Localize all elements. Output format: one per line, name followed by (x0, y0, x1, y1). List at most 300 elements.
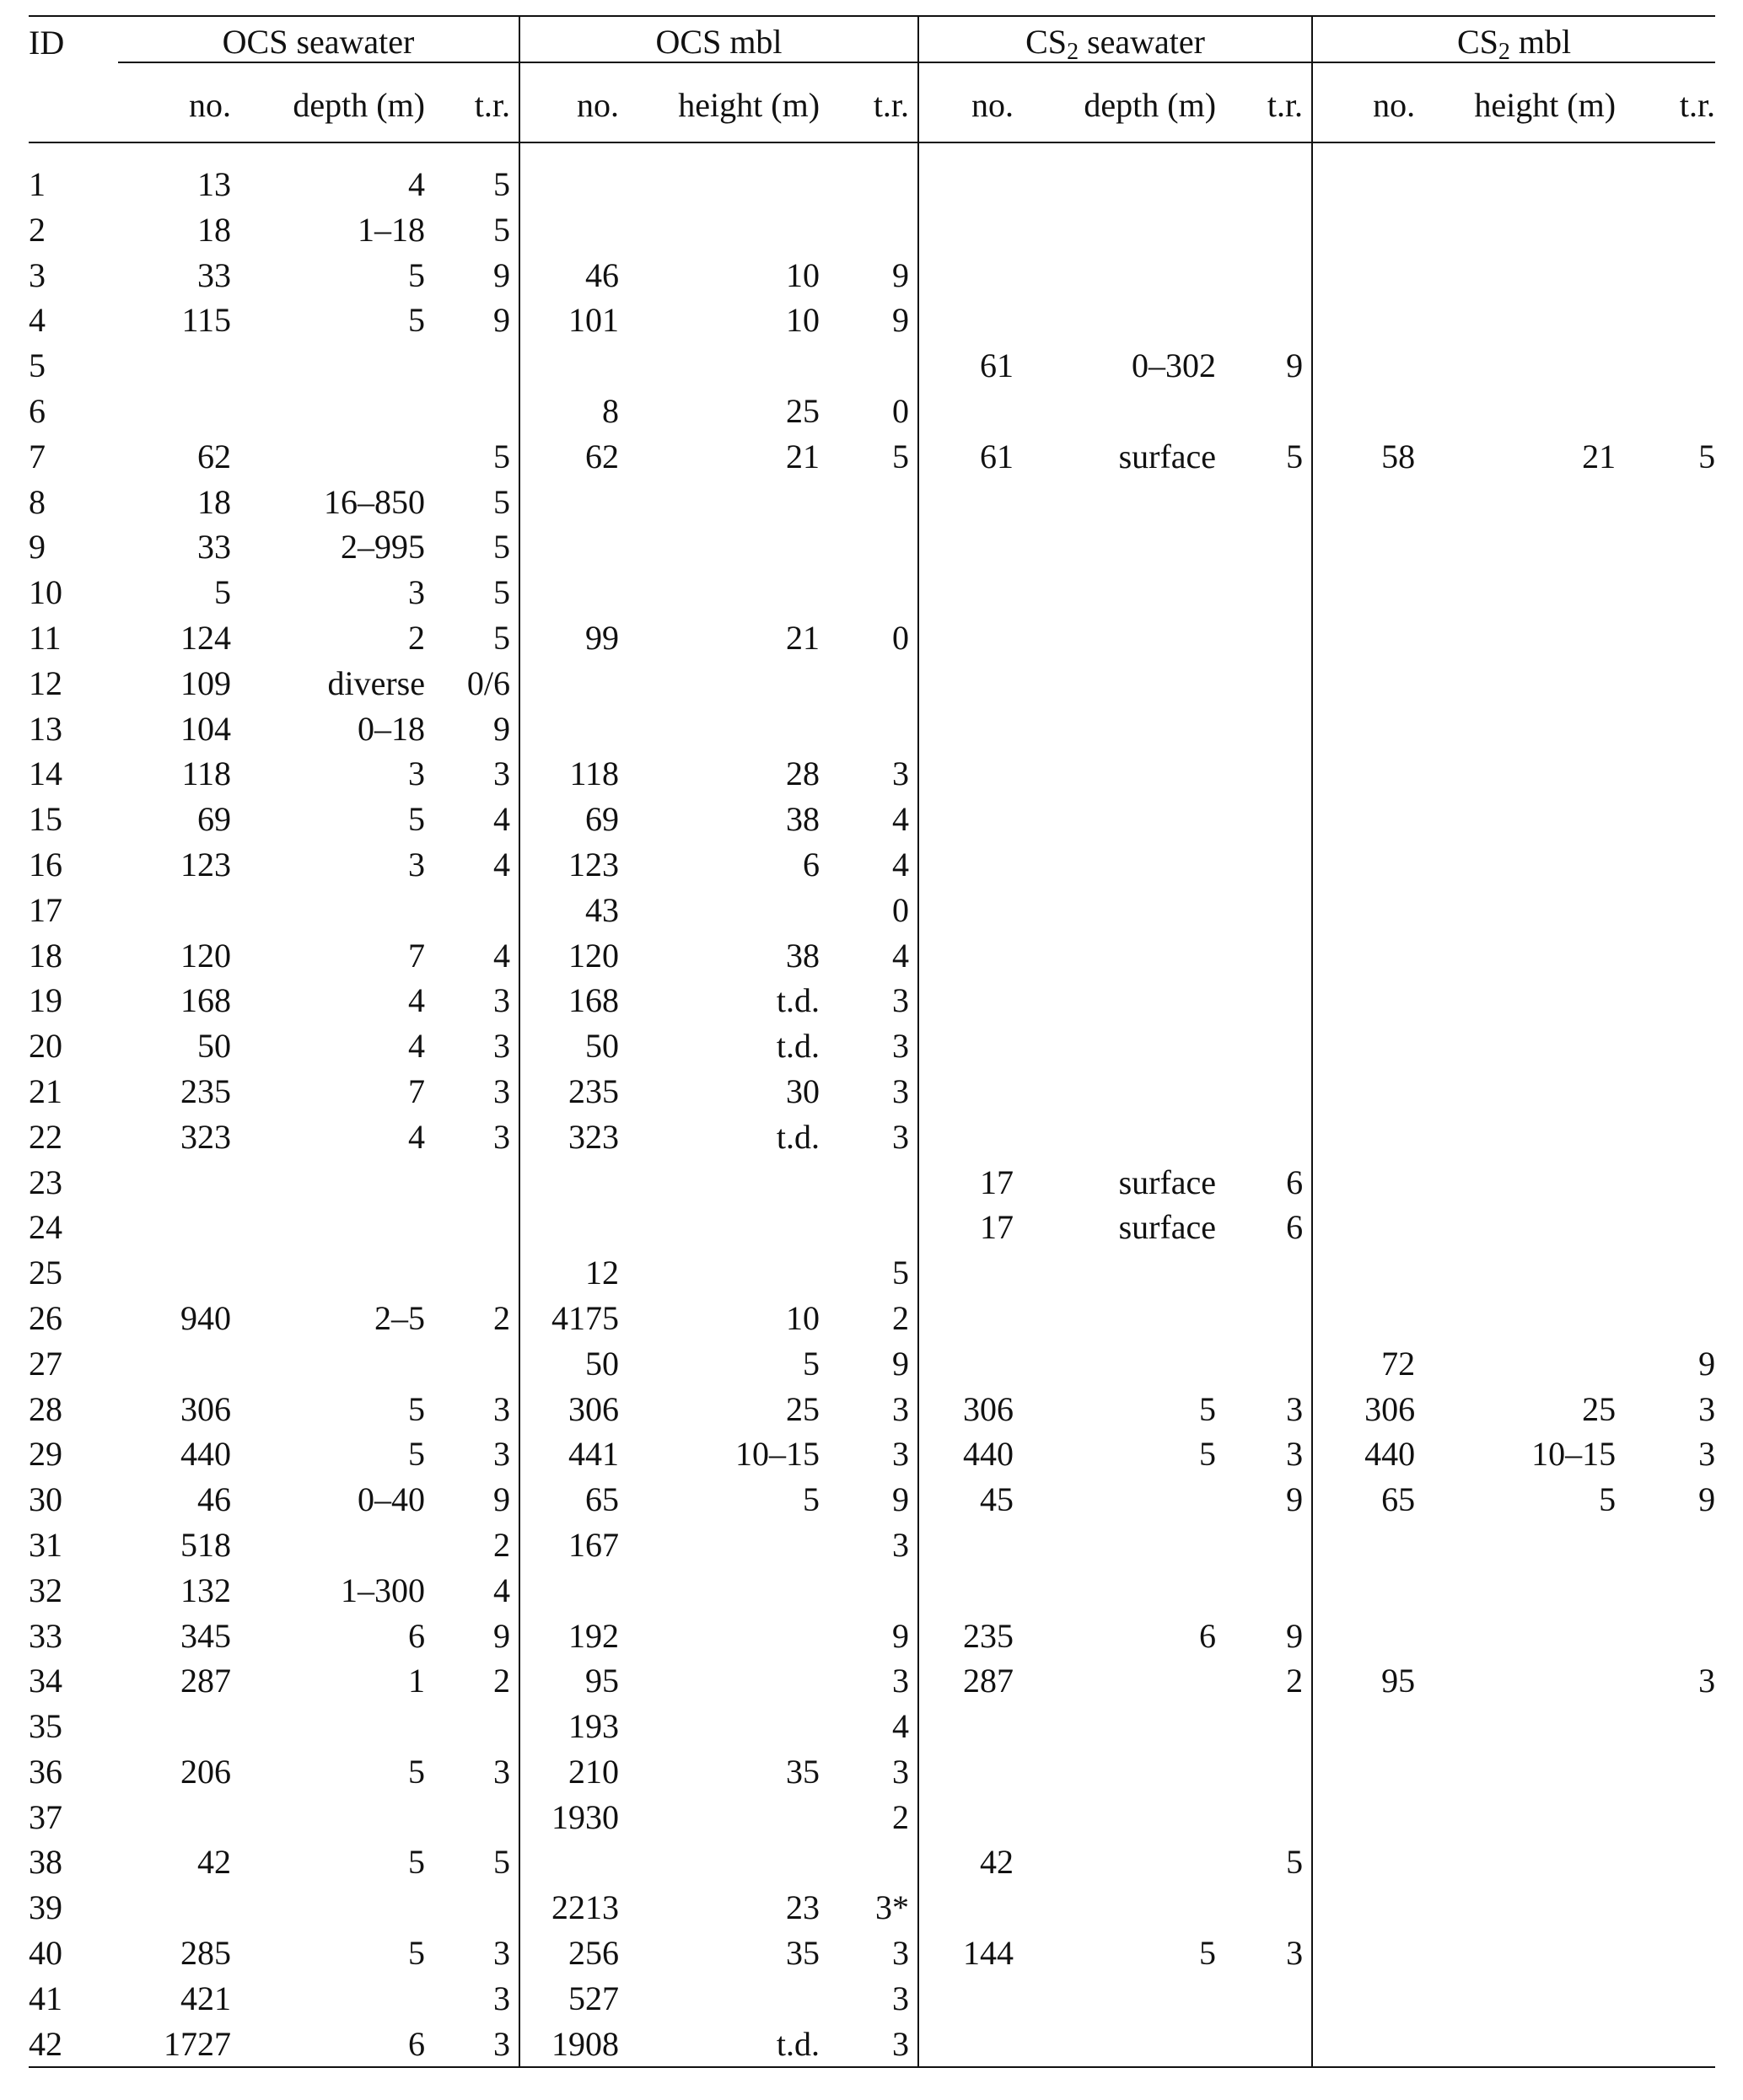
cell-ocs-mbl-no: 12 (519, 1250, 619, 1296)
cell-ocs-mbl-tr: 5 (892, 437, 910, 475)
cell-ocs-seawater-depth (231, 434, 425, 480)
cell-cs2-seawater-tr: 9 (1286, 1616, 1304, 1655)
cell-cs2-seawater-tr (1216, 1704, 1312, 1749)
cell-cs2-mbl-height (1415, 1296, 1616, 1341)
cell-cs2-mbl-height (1415, 524, 1616, 570)
cell-ocs-mbl-tr (820, 480, 918, 525)
cell-ocs-mbl-no (519, 1568, 619, 1614)
cell-cs2-seawater-tr: 2 (1286, 1662, 1304, 1700)
cell-cs2-seawater-depth (1014, 1749, 1216, 1795)
cell-ocs-seawater-tr: 2 (493, 1525, 511, 1564)
cell-ocs-mbl-height (619, 480, 820, 525)
cell-ocs-mbl-tr: 3 (892, 1117, 910, 1156)
table-row (29, 661, 1715, 706)
cell-cs2-mbl-height: 25 (1582, 1389, 1617, 1428)
cell-ocs-mbl-height: 21 (786, 618, 820, 657)
cell-ocs-seawater-no: 62 (197, 437, 231, 475)
cell-ocs-mbl-tr: 9 (892, 1480, 910, 1519)
cell-cs2-mbl-height (1415, 751, 1616, 797)
cell-cs2-mbl-height (1415, 1749, 1616, 1795)
cell-cs2-seawater-depth (1014, 570, 1216, 615)
cell-cs2-mbl-tr (1616, 207, 1715, 253)
cell-ocs-mbl-no: 306 (519, 1387, 619, 1432)
cell-ocs-mbl-height (619, 1795, 820, 1840)
table-row (29, 1704, 1715, 1749)
table-row (29, 1568, 1715, 1614)
cell-ocs-seawater-depth: 6 (408, 1616, 425, 1655)
cell-ocs-mbl-height: 5 (803, 1344, 820, 1383)
cell-cs2-seawater-depth (1014, 389, 1216, 434)
cell-ocs-seawater-tr: 5 (493, 528, 511, 567)
cell-cs2-mbl-height: 21 (1582, 437, 1617, 475)
cell-ocs-seawater-no: 5 (214, 573, 231, 612)
cell-cs2-mbl-height (1415, 797, 1616, 842)
cell-cs2-seawater-no: 306 (918, 1387, 1014, 1432)
cell-cs2-seawater-tr (1216, 1885, 1312, 1931)
cell-cs2-seawater-no (918, 524, 1014, 570)
cell-ocs-mbl-height: 5 (803, 1480, 820, 1519)
cell-cs2-mbl-tr (1616, 1704, 1715, 1749)
cell-id: 28 (29, 1389, 62, 1428)
sub-header-height: height (m) (678, 85, 820, 124)
cell-ocs-seawater-depth: 2–5 (374, 1298, 425, 1337)
table-body (29, 162, 1715, 2067)
cell-cs2-seawater-depth (1014, 1523, 1216, 1568)
cell-cs2-mbl-height (1415, 480, 1616, 525)
cell-cs2-seawater-no (918, 706, 1014, 752)
cell-cs2-mbl-tr (1616, 1296, 1715, 1341)
cell-cs2-mbl-height (1415, 1885, 1616, 1931)
cell-ocs-mbl-tr: 3 (892, 1662, 910, 1700)
cell-cs2-mbl-height (1415, 1023, 1616, 1069)
table-row (29, 1749, 1715, 1795)
cell-ocs-mbl-tr: 2 (892, 1797, 910, 1836)
cell-cs2-mbl-tr (1616, 253, 1715, 298)
cell-cs2-seawater-no (918, 1341, 1014, 1387)
cell-cs2-mbl-tr (1616, 1250, 1715, 1296)
cell-ocs-mbl-no (519, 1160, 619, 1206)
cell-cs2-seawater-tr (1216, 751, 1312, 797)
cell-cs2-mbl-height (1415, 253, 1616, 298)
cell-cs2-seawater-depth (1014, 524, 1216, 570)
cell-ocs-seawater-depth: 5 (408, 1934, 425, 1973)
cell-ocs-mbl-tr (820, 570, 918, 615)
cell-ocs-seawater-no: 18 (197, 210, 231, 249)
cell-cs2-mbl-no (1312, 1114, 1415, 1160)
cell-cs2-mbl-height (1415, 1114, 1616, 1160)
cell-ocs-mbl-tr: 3* (875, 1888, 910, 1927)
cell-ocs-seawater-no: 115 (181, 301, 231, 340)
cell-id: 9 (29, 528, 46, 567)
cell-ocs-seawater-tr: 5 (493, 573, 511, 612)
cell-cs2-seawater-tr: 5 (1286, 1843, 1304, 1882)
table-row (29, 1431, 1715, 1477)
cell-ocs-mbl-tr: 0 (892, 618, 910, 657)
cell-cs2-mbl-tr (1616, 480, 1715, 525)
cell-cs2-mbl-height (1415, 842, 1616, 888)
cell-ocs-mbl-tr: 3 (892, 1071, 910, 1110)
cell-ocs-mbl-tr: 9 (892, 301, 910, 340)
cell-cs2-seawater-tr: 3 (1286, 1389, 1304, 1428)
cell-ocs-mbl-tr: 0 (892, 391, 910, 430)
cell-ocs-mbl-height (619, 888, 820, 933)
cell-ocs-seawater-tr: 5 (493, 210, 511, 249)
cell-ocs-seawater-tr: 3 (493, 1117, 511, 1156)
cell-cs2-seawater-no (918, 1795, 1014, 1840)
table-row (29, 1114, 1715, 1160)
cell-ocs-seawater-no (88, 1704, 231, 1749)
cell-id: 7 (29, 437, 46, 475)
cell-cs2-mbl-height (1415, 1250, 1616, 1296)
cell-id: 6 (29, 391, 46, 430)
cell-id: 41 (29, 1979, 62, 2017)
cell-cs2-mbl-no (1312, 1568, 1415, 1614)
table-row (29, 389, 1715, 434)
cell-id: 23 (29, 1163, 62, 1201)
cell-cs2-mbl-height (1415, 389, 1616, 434)
cell-cs2-seawater-no (918, 1568, 1014, 1614)
cell-cs2-mbl-height (1415, 1523, 1616, 1568)
cell-ocs-seawater-no (88, 1160, 231, 1206)
cell-ocs-seawater-no: 42 (197, 1843, 231, 1882)
cell-cs2-seawater-tr (1216, 2022, 1312, 2068)
sub-header-depth: depth (m) (293, 85, 425, 124)
cell-ocs-mbl-tr: 4 (892, 1707, 910, 1746)
cell-ocs-seawater-tr (425, 1341, 519, 1387)
group-header-ocs-seawater: OCS seawater (88, 16, 519, 67)
cell-ocs-mbl-no: 65 (519, 1477, 619, 1523)
cell-cs2-mbl-no (1312, 1160, 1415, 1206)
cell-cs2-seawater-depth (1014, 1296, 1216, 1341)
cell-ocs-mbl-tr: 9 (892, 1344, 910, 1383)
cell-cs2-seawater-depth (1014, 480, 1216, 525)
cell-ocs-mbl-height: 28 (786, 755, 820, 793)
cell-cs2-seawater-no (918, 480, 1014, 525)
cell-ocs-mbl-height (619, 1840, 820, 1885)
cell-ocs-mbl-tr: 9 (892, 255, 910, 294)
cell-cs2-mbl-no (1312, 1885, 1415, 1931)
cell-id: 24 (29, 1208, 62, 1247)
cell-id: 21 (29, 1071, 62, 1110)
cell-ocs-mbl-no: 1908 (519, 2022, 619, 2068)
cell-ocs-mbl-height: t.d. (776, 1117, 820, 1156)
cell-ocs-mbl-height: 21 (786, 437, 820, 475)
cell-cs2-seawater-tr (1216, 933, 1312, 979)
cell-ocs-seawater-tr (425, 1250, 519, 1296)
cell-ocs-seawater-depth (231, 1976, 425, 2022)
table-row (29, 1931, 1715, 1976)
cell-cs2-mbl-no: 306 (1312, 1387, 1415, 1432)
cell-ocs-mbl-height (619, 706, 820, 752)
cell-id: 39 (29, 1888, 62, 1927)
cell-cs2-mbl-no (1312, 1840, 1415, 1885)
cell-cs2-seawater-tr: 6 (1286, 1208, 1304, 1247)
cell-ocs-mbl-tr (820, 1568, 918, 1614)
cell-ocs-seawater-depth: 5 (408, 255, 425, 294)
cell-cs2-mbl-height (1415, 1931, 1616, 1976)
cell-cs2-seawater-tr (1216, 842, 1312, 888)
cell-cs2-seawater-depth (1014, 1885, 1216, 1931)
cell-cs2-mbl-no (1312, 2022, 1415, 2068)
cell-ocs-mbl-height: 35 (786, 1752, 820, 1791)
cell-cs2-seawater-no (918, 1523, 1014, 1568)
cell-ocs-seawater-no: 345 (180, 1616, 231, 1655)
table-row (29, 1069, 1715, 1114)
cell-ocs-seawater-depth: 7 (408, 936, 425, 975)
cell-ocs-mbl-height: 25 (786, 391, 820, 430)
cell-ocs-seawater-depth: 3 (408, 755, 425, 793)
cell-ocs-seawater-tr (425, 888, 519, 933)
cell-ocs-mbl-tr: 3 (892, 2024, 910, 2063)
cell-cs2-mbl-tr (1616, 524, 1715, 570)
cell-ocs-seawater-tr (425, 1795, 519, 1840)
cell-cs2-seawater-depth (1014, 1658, 1216, 1704)
cell-cs2-mbl-tr (1616, 1023, 1715, 1069)
cell-cs2-seawater-depth (1014, 2022, 1216, 2068)
sub-header-tr: t.r. (873, 85, 910, 124)
cell-ocs-mbl-no: 4175 (519, 1296, 619, 1341)
cell-cs2-seawater-tr (1216, 480, 1312, 525)
cell-cs2-mbl-height (1415, 661, 1616, 706)
cell-cs2-mbl-tr (1616, 389, 1715, 434)
cell-ocs-mbl-tr (820, 1840, 918, 1885)
cell-ocs-seawater-tr: 9 (493, 709, 511, 748)
cell-cs2-seawater-depth (1014, 1840, 1216, 1885)
cell-ocs-seawater-tr: 3 (493, 1435, 511, 1474)
cell-cs2-mbl-no (1312, 661, 1415, 706)
table-row (29, 797, 1715, 842)
cell-ocs-mbl-height: 25 (786, 1389, 820, 1428)
cell-cs2-mbl-tr: 3 (1698, 1662, 1716, 1700)
cell-cs2-mbl-no (1312, 1523, 1415, 1568)
cell-ocs-seawater-tr: 3 (493, 1027, 511, 1066)
cell-ocs-mbl-height (619, 1205, 820, 1250)
cell-cs2-seawater-depth (1014, 253, 1216, 298)
cell-ocs-seawater-tr (425, 1160, 519, 1206)
cell-ocs-mbl-no: 167 (519, 1523, 619, 1568)
cell-ocs-mbl-no: 50 (519, 1023, 619, 1069)
cell-cs2-seawater-depth (1014, 1795, 1216, 1840)
cell-id: 38 (29, 1843, 62, 1882)
cell-ocs-mbl-no (519, 343, 619, 389)
cell-cs2-mbl-no (1312, 706, 1415, 752)
table-row (29, 1341, 1715, 1387)
cell-cs2-mbl-tr (1616, 978, 1715, 1023)
cell-ocs-mbl-no: 235 (519, 1069, 619, 1114)
cell-ocs-seawater-tr: 0/6 (466, 663, 511, 702)
cell-ocs-mbl-no: 120 (519, 933, 619, 979)
cell-cs2-seawater-no (918, 797, 1014, 842)
table-row (29, 1885, 1715, 1931)
cell-ocs-mbl-no: 210 (519, 1749, 619, 1795)
cell-cs2-mbl-height (1415, 1658, 1616, 1704)
cell-cs2-mbl-tr (1616, 1523, 1715, 1568)
cell-ocs-seawater-no (88, 343, 231, 389)
cell-ocs-seawater-depth: 16–850 (324, 482, 425, 521)
cell-ocs-mbl-tr (820, 661, 918, 706)
group-header-ocs-mbl: OCS mbl (519, 16, 918, 67)
cell-cs2-seawater-depth: 0–302 (1132, 346, 1217, 385)
cell-ocs-mbl-tr: 5 (892, 1254, 910, 1292)
table-row (29, 888, 1715, 933)
cell-cs2-seawater-tr: 3 (1286, 1435, 1304, 1474)
cell-cs2-mbl-no: 440 (1312, 1431, 1415, 1477)
cell-ocs-seawater-no: 323 (180, 1117, 231, 1156)
cell-ocs-seawater-no: 50 (197, 1027, 231, 1066)
cell-cs2-mbl-no (1312, 888, 1415, 933)
cell-cs2-mbl-no (1312, 389, 1415, 434)
cell-ocs-mbl-height (619, 1976, 820, 2022)
table-row (29, 1205, 1715, 1250)
cell-ocs-mbl-height: 38 (786, 936, 820, 975)
cell-ocs-seawater-tr: 9 (493, 1616, 511, 1655)
cell-cs2-mbl-no (1312, 1931, 1415, 1976)
cell-ocs-mbl-tr (820, 1205, 918, 1250)
cell-ocs-mbl-tr: 4 (892, 800, 910, 839)
cell-id: 27 (29, 1344, 62, 1383)
id-header: ID (29, 23, 65, 62)
cell-cs2-seawater-depth (1014, 978, 1216, 1023)
cell-cs2-seawater-no: 287 (918, 1658, 1014, 1704)
cell-ocs-mbl-tr: 3 (892, 1435, 910, 1474)
cell-ocs-seawater-depth: 2–995 (341, 528, 425, 567)
cell-cs2-mbl-no (1312, 253, 1415, 298)
table-row (29, 207, 1715, 253)
cell-ocs-seawater-tr: 3 (493, 1934, 511, 1973)
cell-id: 29 (29, 1435, 62, 1474)
cell-ocs-seawater-no: 285 (180, 1934, 231, 1973)
cell-cs2-seawater-no: 17 (918, 1205, 1014, 1250)
cell-ocs-mbl-no (519, 162, 619, 207)
cell-ocs-mbl-no: 101 (519, 298, 619, 343)
cell-ocs-seawater-tr: 4 (493, 936, 511, 975)
sub-header-tr: t.r. (1267, 85, 1304, 124)
cell-ocs-mbl-height (619, 1568, 820, 1614)
cell-cs2-seawater-depth (1014, 1568, 1216, 1614)
cell-cs2-seawater-no (918, 1885, 1014, 1931)
cell-id: 1 (29, 165, 46, 203)
cell-cs2-seawater-no (918, 570, 1014, 615)
cell-cs2-seawater-tr (1216, 888, 1312, 933)
cell-cs2-mbl-tr: 5 (1698, 437, 1716, 475)
cell-cs2-mbl-height (1415, 888, 1616, 933)
cell-ocs-seawater-tr: 3 (493, 1979, 511, 2017)
table-row (29, 933, 1715, 979)
cell-ocs-seawater-depth (231, 888, 425, 933)
cell-cs2-mbl-no (1312, 615, 1415, 661)
cell-cs2-seawater-no (918, 1976, 1014, 2022)
sub-header-row (29, 67, 1715, 142)
cell-cs2-seawater-no: 440 (918, 1431, 1014, 1477)
cell-cs2-mbl-height (1415, 570, 1616, 615)
cell-cs2-seawater-tr (1216, 797, 1312, 842)
cell-cs2-mbl-tr (1616, 343, 1715, 389)
cell-cs2-seawater-depth (1014, 1976, 1216, 2022)
cell-id: 17 (29, 890, 62, 929)
cell-ocs-seawater-depth (231, 1523, 425, 1568)
cell-ocs-seawater-depth: 6 (408, 2024, 425, 2063)
sub-header-no: no. (519, 67, 619, 142)
cell-ocs-mbl-no: 527 (519, 1976, 619, 2022)
cell-ocs-mbl-height: 10 (786, 301, 820, 340)
cell-cs2-mbl-height (1415, 298, 1616, 343)
cell-cs2-seawater-no (918, 661, 1014, 706)
cell-ocs-seawater-tr (425, 1704, 519, 1749)
cell-cs2-seawater-no (918, 1704, 1014, 1749)
cell-cs2-seawater-tr (1216, 1795, 1312, 1840)
cell-id: 40 (29, 1934, 62, 1973)
cell-ocs-mbl-tr: 9 (892, 1616, 910, 1655)
cell-cs2-mbl-tr (1616, 570, 1715, 615)
cell-ocs-seawater-tr: 4 (493, 845, 511, 884)
cell-ocs-seawater-depth (231, 1795, 425, 1840)
cell-cs2-seawater-tr: 3 (1286, 1934, 1304, 1973)
cell-ocs-mbl-no: 118 (519, 751, 619, 797)
cell-cs2-mbl-height (1415, 1160, 1616, 1206)
cell-id: 33 (29, 1616, 62, 1655)
table-row (29, 434, 1715, 480)
cell-ocs-seawater-depth: 0–18 (358, 709, 425, 748)
cell-ocs-mbl-tr: 3 (892, 1027, 910, 1066)
cell-cs2-seawater-tr (1216, 1749, 1312, 1795)
cell-ocs-mbl-height (619, 1523, 820, 1568)
cell-ocs-mbl-no: 168 (519, 978, 619, 1023)
cell-ocs-mbl-height: 38 (786, 800, 820, 839)
table-row (29, 570, 1715, 615)
table-row (29, 1023, 1715, 1069)
cell-ocs-mbl-tr (820, 524, 918, 570)
cell-cs2-mbl-height (1415, 1795, 1616, 1840)
cell-cs2-mbl-tr (1616, 888, 1715, 933)
cell-ocs-seawater-depth (231, 343, 425, 389)
cell-ocs-mbl-height: 30 (786, 1071, 820, 1110)
cell-cs2-seawater-no (918, 1250, 1014, 1296)
cell-cs2-seawater-tr (1216, 524, 1312, 570)
cell-cs2-mbl-tr (1616, 1931, 1715, 1976)
data-table (29, 15, 1715, 2068)
cell-ocs-seawater-no (88, 888, 231, 933)
cell-ocs-seawater-tr: 4 (493, 1571, 511, 1609)
cell-cs2-seawater-tr: 9 (1286, 346, 1304, 385)
cell-ocs-mbl-height (619, 1250, 820, 1296)
cell-id: 34 (29, 1662, 62, 1700)
cell-cs2-mbl-tr (1616, 1840, 1715, 1885)
cell-cs2-seawater-no: 61 (918, 434, 1014, 480)
sub-header-height: height (m) (1474, 85, 1617, 124)
cell-cs2-seawater-tr (1216, 1296, 1312, 1341)
cell-cs2-seawater-tr (1216, 570, 1312, 615)
table-row (29, 480, 1715, 525)
cell-ocs-seawater-no: 287 (180, 1662, 231, 1700)
cell-cs2-mbl-height (1415, 1568, 1616, 1614)
cell-cs2-mbl-no (1312, 1023, 1415, 1069)
cell-cs2-mbl-height (1415, 1341, 1616, 1387)
cell-cs2-mbl-tr (1616, 615, 1715, 661)
cell-cs2-mbl-tr (1616, 2022, 1715, 2068)
cell-cs2-mbl-no (1312, 524, 1415, 570)
cell-cs2-seawater-depth: 6 (1199, 1616, 1217, 1655)
cell-ocs-mbl-no (519, 706, 619, 752)
cell-ocs-seawater-depth: 2 (408, 618, 425, 657)
cell-cs2-seawater-no: 42 (918, 1840, 1014, 1885)
cell-cs2-seawater-tr (1216, 253, 1312, 298)
cell-cs2-mbl-height (1415, 2022, 1616, 2068)
cell-ocs-mbl-no: 62 (519, 434, 619, 480)
cell-cs2-seawater-no (918, 1023, 1014, 1069)
cell-ocs-mbl-no: 43 (519, 888, 619, 933)
cell-ocs-seawater-depth: 3 (408, 845, 425, 884)
cell-ocs-mbl-tr (820, 343, 918, 389)
